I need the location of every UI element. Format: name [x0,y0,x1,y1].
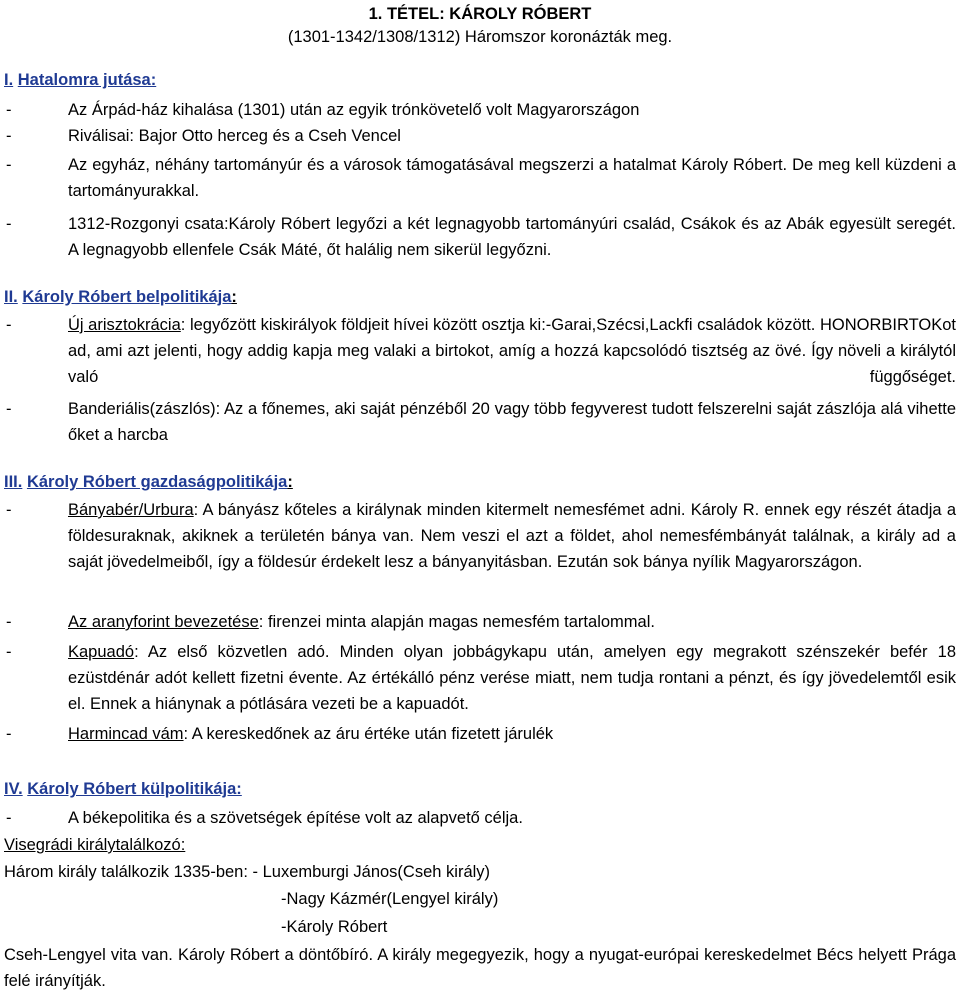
gold-florin-term: Az aranyforint bevezetése [68,613,259,631]
new-aristocracy-term: Új arisztokrácia [68,316,181,334]
section-3-bullet-4 [68,724,553,744]
gate-tax-term: Kapuadó [68,643,135,661]
section-3-bullet-2 [68,612,655,632]
bullet-dash: - [6,101,12,119]
bullet-dash: - [6,127,12,145]
section-4-title: Károly Róbert külpolitikája: [27,780,242,798]
thirtieth-duty-term: Harmincad vám [68,725,184,743]
bullet-dash: - [6,316,12,334]
gold-florin-text: : firenzei minta alapján magas nemesfém tartalommal. [258,613,655,631]
section-2-heading [4,287,237,307]
bullet-dash: - [6,156,12,174]
bullet-dash: - [6,215,12,233]
section-3-colon: : [287,473,293,491]
section-2-number: II. [4,288,18,306]
bullet-dash: - [6,725,12,743]
section-1-number: I. [4,71,14,89]
visegrad-subtitle: Visegrádi királytalálkozó: [4,836,186,854]
gate-tax-text: : Az első közvetlen adó. Minden olyan jobbágykapu után, amelyen egy megrakott szénszekér befér 18 ezüstdénár adót kellett fizetni évente. Az értékálló pénz verése miatt, nem tudja rontani a pénzt, és így jövedelemtől esik el. Ennek a hiánynak a pótlására vezeti be a kapuadót. [68,643,956,713]
urbura-term: Bányabér/Urbura [68,501,194,519]
section-3-title: Károly Róbert gazdaságpolitikája [26,473,288,491]
section-1-title: Hatalomra jutása: [17,71,157,89]
document-subtitle: (1301-1342/1308/1312) Háromszor koronázták meg. [287,28,673,46]
bullet-dash: - [6,501,12,519]
section-3-bullet-3 [68,639,956,717]
section-4-bullet-1: A békepolitika és a szövetségek építése volt az alapvető célja. [68,809,523,827]
section-1-heading [4,70,156,90]
section-1-bullet-2: Riválisai: Bajor Otto herceg és a Cseh Vencel [68,127,401,145]
king-2: -Nagy Kázmér(Lengyel király) [281,890,499,908]
section-4-number: IV. [4,780,23,798]
bullet-dash: - [6,643,12,661]
thirtieth-duty-text: : A kereskedőnek az áru értéke után fizetett járulék [183,725,554,743]
new-aristocracy-text: : legyőzött kiskirályok földjeit hívei között osztja ki:-Garai,Szécsi,Lackfi családok között. HONORBIRTOKot ad, ami azt jelenti, hogy addig kapja meg valaki a birtokot, amíg a hozzá kapcsolódó tisztség az övé. Így növeli a királytól való függőséget. [68,316,956,386]
bullet-dash: - [6,613,12,631]
section-3-number: III. [4,473,23,491]
closing-paragraph: Cseh-Lengyel vita van. Károly Róbert a döntőbíró. A király megegyezik, hogy a nyugat-európai kereskedelmet Bécs helyett Prága felé irányítják. [4,946,956,990]
section-4-heading [4,779,242,799]
section-2-bullet-2: Banderiális(zászlós): Az a főnemes, aki saját pénzéből 20 vagy több fegyverest tudott felszerelni saját zászlója alá vihette őket a harcba [68,400,956,444]
urbura-text: : A bányász kőteles a királynak minden kitermelt nemesfémet adni. Károly R. ennek egy részét átadja a földesuraknak, akiknek a területén bánya van. Nem veszi el azt a földet, ahol nemesfémbányát találnak, a király ad a saját jövedelmeiből, így a földesúr érdekelt lesz a bányanyitásban. Ezután sok bánya nyílik Magyarországon. [68,501,956,571]
section-2-bullet-1 [68,312,956,390]
section-3-heading [4,472,293,492]
kings-intro: Három király találkozik 1335-ben: - Luxemburgi János(Cseh király) [4,863,491,881]
bullet-dash: - [6,809,12,827]
section-2-colon: : [231,288,237,306]
section-1-bullet-1: Az Árpád-ház kihalása (1301) után az egyik trónkövetelő volt Magyarországon [68,101,640,119]
section-1-bullet-4: 1312-Rozgonyi csata:Károly Róbert legyőzi a két legnagyobb tartományúri család, Csákok és az Abák egyesült seregét. A legnagyobb ellenfele Csák Máté, őt halálig nem sikerül legyőzni. [68,215,956,259]
bullet-dash: - [6,400,12,418]
document-title: 1. TÉTEL: KÁROLY RÓBERT [368,5,592,23]
king-3: -Károly Róbert [281,918,388,936]
section-3-bullet-1 [68,497,956,575]
section-2-title: Károly Róbert belpolitikája [22,288,232,306]
section-1-bullet-3: Az egyház, néhány tartományúr és a városok támogatásával megszerzi a hatalmat Károly Róbert. De meg kell küzdeni a tartományurakkal. [68,156,956,200]
